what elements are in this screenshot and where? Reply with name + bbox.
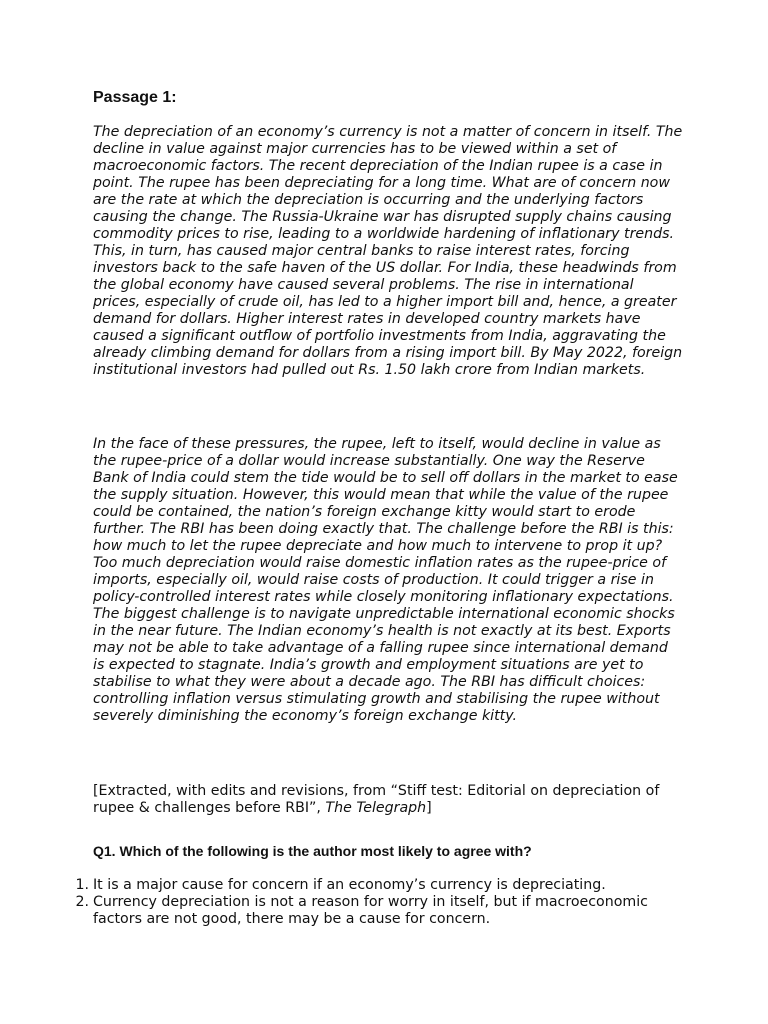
passage-paragraph-2: In the face of these pressures, the rupee, left to itself, would decline in value as the rupee-price of a dollar would increase substantially. One way the Reserve Bank of India could stem the tide would be to sell off dollars in the market to ease the supply situation. However, this would mean that while the value of the rupee could be contained, the nation’s foreign exchange kitty would start to erode further. The RBI has been doing exactly that. The challenge before the RBI is this: how much to let the rupee depreciate and how much to intervene to prop it up? Too much depreciation would raise domestic inflation rates as the rupee-price of imports, especially oil, would raise costs of production. It could trigger a rise in policy-controlled interest rates while closely monitoring inflationary expectations. The biggest challenge is to navigate unpredictable international economic shocks in the near future. The Indian economy’s health is not exactly at its best. Exports may not be able to take advantage of a falling rupee since international demand is expected to stagnate. India’s growth and employment situations are yet to stabilise to what they were about a decade ago. The RBI has difficult choices: controlling inflation versus stimulating growth and stabilising the rupee without severely diminishing the economy’s foreign exchange kitty.: [93, 436, 678, 724]
passage-heading: Passage 1:: [93, 89, 177, 106]
question-text: Q1. Which of the following is the author most likely to agree with?: [93, 843, 532, 859]
source-prefix: [Extracted, with edits and revisions, from “Stiff test: Editorial on depreciation of rupee & challenges before RBI”,: [93, 783, 660, 816]
answer-option-number: 2.: [75, 894, 89, 910]
passage-paragraph-1: The depreciation of an economy’s currency is not a matter of concern in itself. The decline in value against major currencies has to be viewed within a set of macroeconomic factors. The recent depreciation of the Indian rupee is a case in point. The rupee has been depreciating for a long time. What are of concern now are the rate at which the depreciation is occurring and the underlying factors causing the change. The Russia-Ukraine war has disrupted supply chains causing commodity prices to rise, leading to a worldwide hardening of inflationary trends. This, in turn, has caused major central banks to raise interest rates, forcing investors back to the safe haven of the US dollar. For India, these headwinds from the global economy have caused several problems. The rise in international prices, especially of crude oil, has led to a higher import bill and, hence, a greater demand for dollars. Higher interest rates in developed country markets have caused a significant outflow of portfolio investments from India, aggravating the already climbing demand for dollars from a rising import bill. By May 2022, foreign institutional investors had pulled out Rs. 1.50 lakh crore from Indian markets.: [93, 124, 683, 378]
source-citation: [93, 783, 683, 817]
answer-option-number: 1.: [75, 877, 89, 893]
answer-option: [75, 877, 693, 894]
source-publication: The Telegraph: [325, 800, 427, 816]
answer-option-text: Currency depreciation is not a reason for worry in itself, but if macroeconomic factors are not good, there may be a cause for concern.: [93, 894, 648, 927]
answer-option: [75, 894, 693, 928]
source-suffix: ]: [426, 800, 432, 816]
answer-option-text: It is a major cause for concern if an economy’s currency is depreciating.: [93, 877, 606, 893]
answer-options-list: [75, 877, 693, 928]
